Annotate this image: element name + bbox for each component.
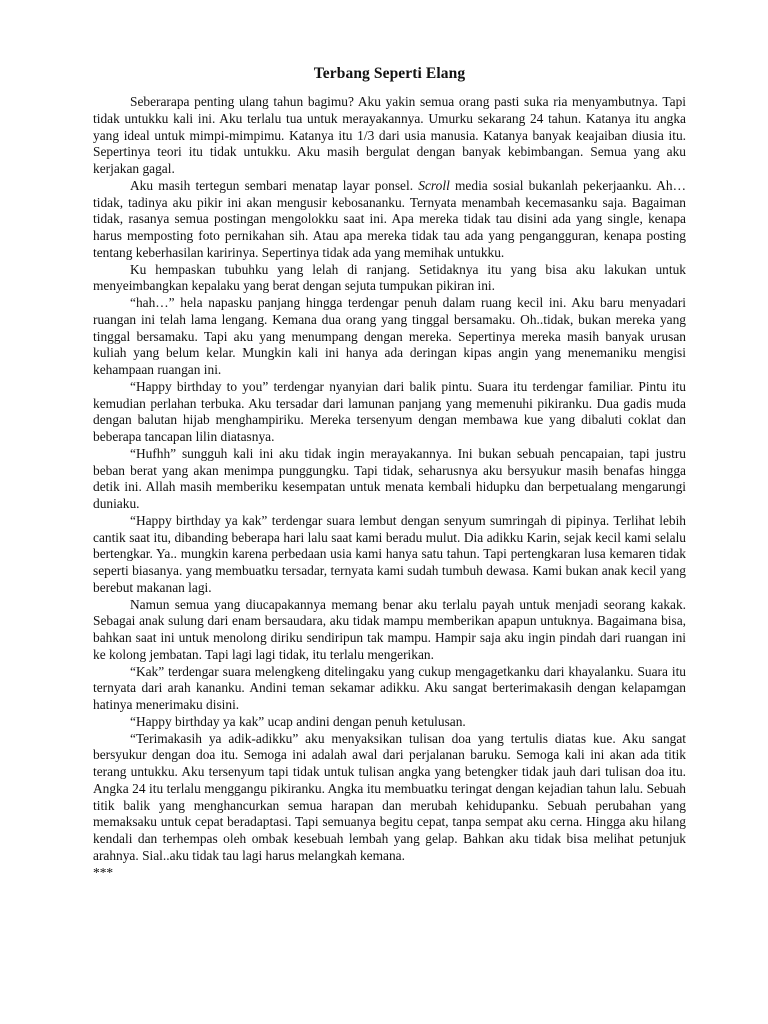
paragraph: “Happy birthday ya kak” terdengar suara lembut dengan senyum sumringah di pipinya. Terlihat lebih cantik saat itu, dibanding beberapa hari lalu saat kami beradu mulut. Dia adikku Karin, sejak kecil kami selalu bertengkar. Ya.. mungkin karena perbedaan usia kami hanya satu tahun. Tapi pertengkaran lusa kemaren tidak seperti biasanya. yang membuatku tersadar, ternyata kami sudah tumbuh dewasa. Kami bukan anak kecil yang berebut makanan lagi. (93, 512, 686, 595)
paragraph: Seberarapa penting ulang tahun bagimu? Aku yakin semua orang pasti suka ria menyambutnya. Tapi tidak untukku kali ini. Aku terlalu tua untuk merayakannya. Umurku sekarang 24 tahun. Katanya itu angka yang ideal untuk mimpi-mimpimu. Katanya itu 1/3 dari usia manusia. Katanya banyak keajaiban diusia itu. Sepertinya teori itu tidak untukku. Aku masih bergulat dengan banyak kebimbangan. Semua yang aku kerjakan gagal. (93, 94, 686, 176)
section-end-mark: *** (93, 864, 114, 880)
paragraph: “Terimakasih ya adik-adikku” aku menyaksikan tulisan doa yang tertulis diatas kue. Aku sangat bersyukur dengan doa itu. Semoga ini adalah awal dari perjalanan baruku. Semoga kali ini akan ada titik terang untukku. Aku tersenyum tapi tidak untuk tulisan angka yang betengker tidak jauh dari tulisan doa itu. Angka 24 itu terlalu menggangu pikiranku. Angka itu membuatku teringat dengan kejadian tahun lalu. Sebuah titik balik yang menghancurkan semua harapan dan merubah kehidupanku. Sebuah perubahan yang memaksaku untuk cepat beradaptasi. Tapi semuanya begitu cepat, tanpa sempat aku cerna. Hingga aku hilang kendali dan terhempas oleh ombak kesebuah lembah yang gelap. Bahkan aku tidak bisa melihat petunjuk arahnya. Sial..aku tidak tau lagi harus melangkah kemana. (93, 730, 686, 863)
story-body (93, 94, 686, 881)
paragraph: “hah…” hela napasku panjang hingga terdengar penuh dalam ruang kecil ini. Aku baru menyadari ruangan ini telah lama lengang. Kemana dua orang yang tinggal bersamaku. Oh..tidak, bukan mereka yang tinggal bersamaku. Tapi aku yang menumpang dengan mereka. Sepertinya mereka masih banyak urusan kuliah yang belum kelar. Mungkin kali ini hanya ada deringan kipas angin yang menemaniku mengisi kehampaan ruangan ini. (93, 295, 686, 377)
paragraph: Namun semua yang diucapakannya memang benar aku terlalu payah untuk menjadi seorang kakak. Sebagai anak sulung dari enam bersaudara, aku tidak mampu memberikan apapun untuknya. Bagaimana bisa, bahkan saat ini untuk menolong diriku sendiripun tak mampu. Hampir saja aku ingin pindah dari ruangan ini ke kolong jembatan. Tapi lagi lagi tidak, itu terlalu mengerikan. (93, 596, 686, 662)
paragraph: “Hufhh” sungguh kali ini aku tidak ingin merayakannya. Ini bukan sebuah pencapaian, tapi justru beban berat yang akan menimpa punggungku. Tapi tidak, seharusnya aku bersyukur masih benafas hingga detik ini. Allah masih memberiku kesempatan untuk menata kembali hidupku dan berpetualang mengarungi duniaku. (93, 445, 686, 511)
italic-word: Scroll (418, 177, 450, 193)
paragraph: “Happy birthday to you” terdengar nyanyian dari balik pintu. Suara itu terdengar familiar. Pintu itu kemudian perlahan terbuka. Aku tersadar dari lamunan panjang yang memenuhi pikiranku. Dua gadis muda dengan balutan hijab menghampiriku. Mereka tersenyum dengan membawa kue yang dibaluti coklat dan beberapa tancapan lilin diatasnya. (93, 378, 686, 444)
paragraph (93, 178, 686, 262)
paragraph: “Happy birthday ya kak” ucap andini dengan penuh ketulusan. (130, 713, 466, 729)
paragraph-text: media sosial bukanlah pekerjaanku. Ah… tidak, tadinya aku pikir ini akan mengusir kebosananku. Ternyata menambah kecemasanku saja. Bagaiman tidak, rasanya semua postingan mengolokku saat ini. Apa mereka tidak tau disini ada yang single, kenapa harus memposting foto pernikahan sih. Atau apa mereka tidak tau ada yang pengangguran, kenapa posting tentang keberhasilan karirinya. Sepertinya tidak ada yang memihak untukku. (93, 177, 687, 260)
paragraph: “Kak” terdengar suara melengkeng ditelingaku yang cukup mengagetkanku dari khayalanku. Suara itu ternyata dari arah kananku. Andini teman sekamar adikku. Aku sangat berterimakasih dengan kelapamgan hatinya menerimaku disini. (93, 663, 686, 712)
paragraph: Ku hempaskan tubuhku yang lelah di ranjang. Setidaknya itu yang bisa aku lakukan untuk menyeimbangkan kepalaku yang berat dengan sejuta tumpukan pikiran ini. (93, 261, 686, 294)
paragraph-text: Aku masih tertegun sembari menatap layar ponsel. (130, 177, 419, 193)
story-title: Terbang Seperti Elang (313, 65, 466, 82)
